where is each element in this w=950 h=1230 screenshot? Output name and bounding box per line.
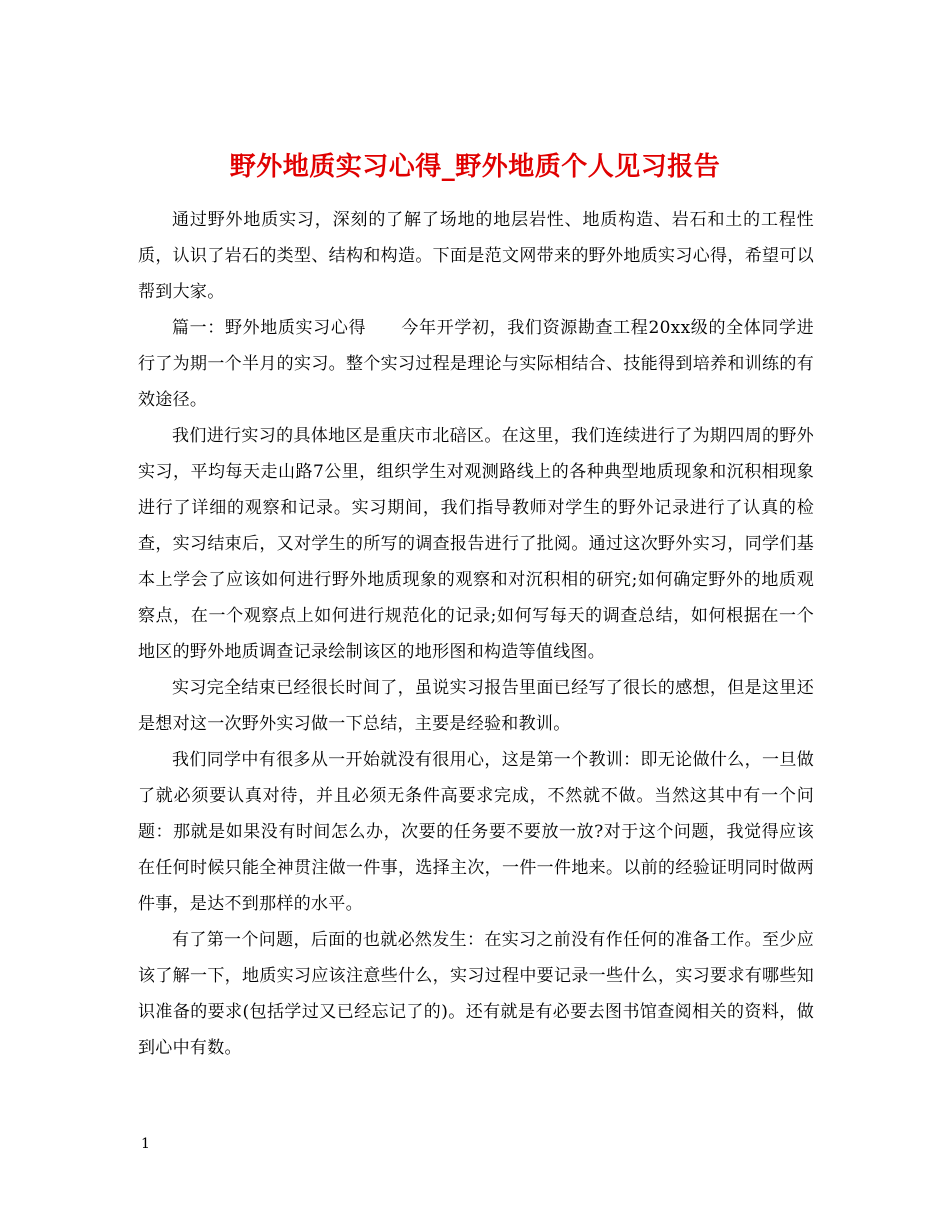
paragraph-lesson-two: 有了第一个问题，后面的也就必然发生：在实习之前没有作任何的准备工作。至少应该了解一下，地质实习应该注意些什么，实习过程中要记录一些什么，实习要求有哪些知识准备的要求(包括学过又已经忘记了的)。还有就是有必要去图书馆查阅相关的资料，做到心中有数。: [138, 930, 814, 1058]
paragraph-location: 我们进行实习的具体地区是重庆市北碚区。在这里，我们连续进行了为期四周的野外实习，平均每天走山路7公里，组织学生对观测路线上的各种典型地质现象和沉积相现象进行了详细的观察和记录。实习期间，我们指导教师对学生的野外记录进行了认真的检查，实习结束后，又对学生的所写的调查报告进行了批阅。通过这次野外实习，同学们基本上学会了应该如何进行野外地质现象的观察和对沉积相的研究;如何确定野外的地质观察点，在一个观察点上如何进行规范化的记录;如何写每天的调查总结，如何根据在一个地区的野外地质调查记录绘制该区的地形图和构造等值线图。: [138, 426, 814, 662]
document-title: 野外地质实习心得_野外地质个人见习报告: [229, 152, 721, 183]
paragraph-lesson-one: 我们同学中有很多从一开始就没有很用心，这是第一个教训：即无论做什么，一旦做了就必须要认真对待，并且必须无条件高要求完成，不然就不做。当然这其中有一个问题：那就是如果没有时间怎么办，次要的任务要不要放一放?对于这个问题，我觉得应该在任何时候只能全神贯注做一件事，选择主次，一件一件地来。以前的经验证明同时做两件事，是达不到那样的水平。: [138, 750, 814, 914]
paragraph-intro: 通过野外地质实习，深刻的了解了场地的地层岩性、地质构造、岩石和土的工程性质，认识了岩石的类型、结构和构造。下面是范文网带来的野外地质实习心得，希望可以帮到大家。: [138, 210, 814, 302]
paragraph-summary: 实习完全结束已经很长时间了，虽说实习报告里面已经写了很长的感想，但是这里还是想对这一次野外实习做一下总结，主要是经验和教训。: [138, 678, 814, 734]
document-body: [138, 202, 814, 1066]
paragraph-part-one: 篇一：野外地质实习心得 今年开学初，我们资源勘查工程20xx级的全体同学进行了为期一个半月的实习。整个实习过程是理论与实际相结合、技能得到培养和训练的有效途径。: [138, 318, 814, 410]
page-number: 1: [141, 1136, 150, 1152]
